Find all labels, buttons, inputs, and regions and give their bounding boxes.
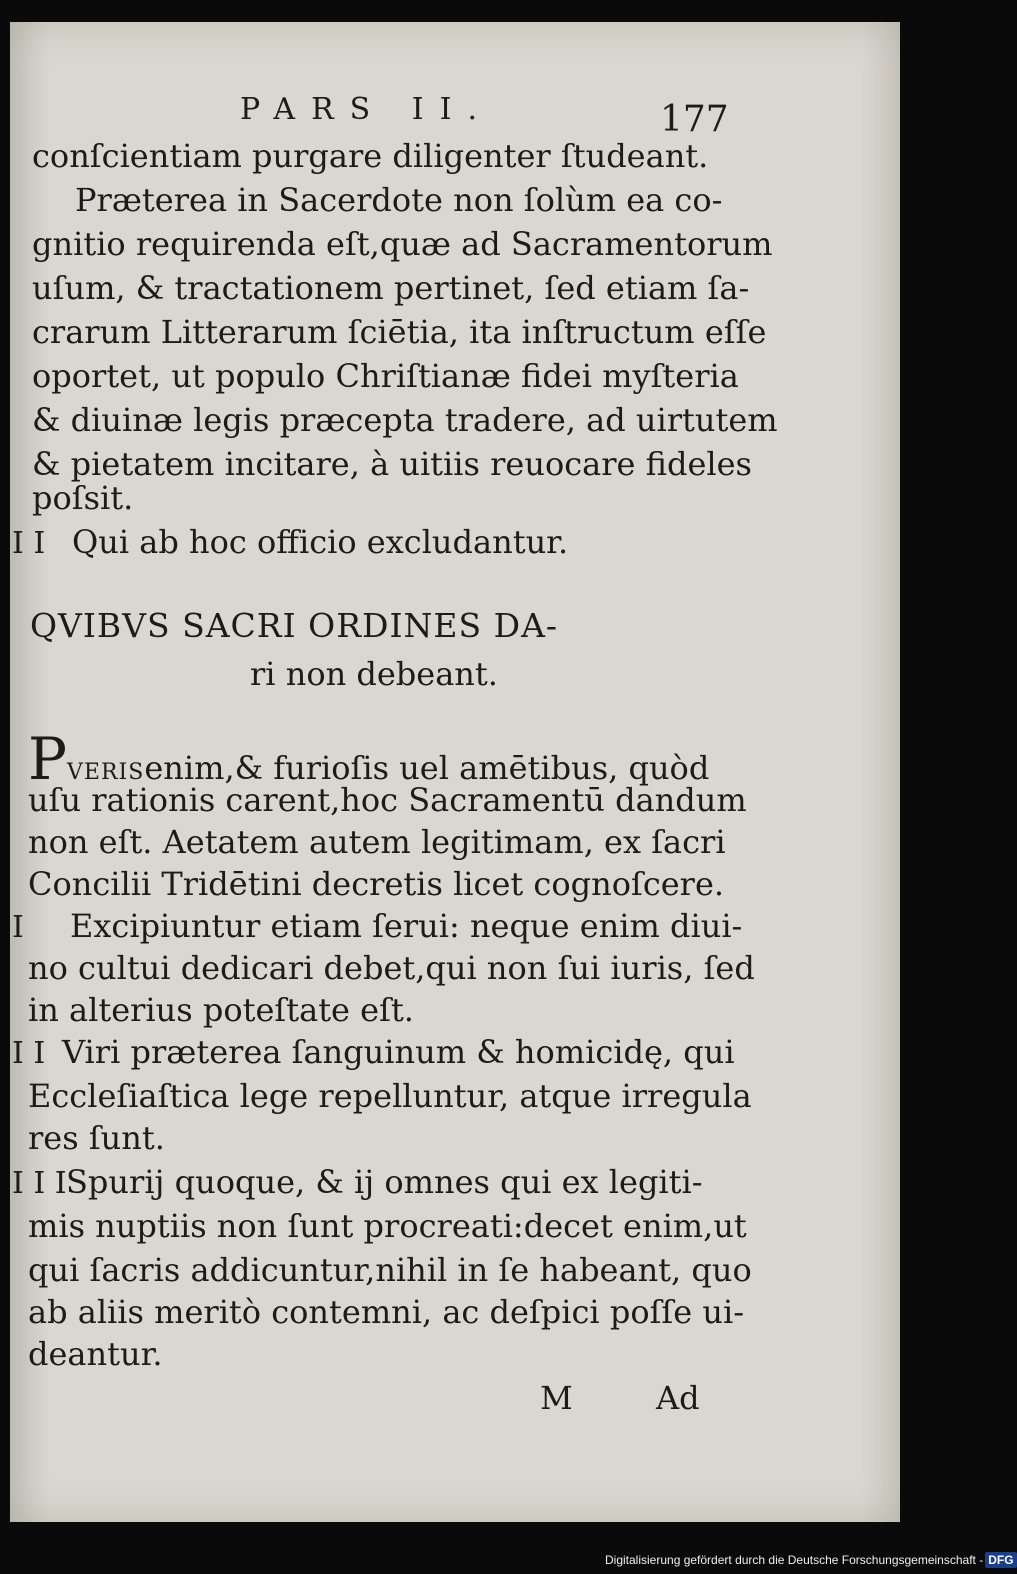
text-line: conſcientiam purgare diligenter ſtudeant.: [32, 137, 709, 175]
dfg-logo: DFG: [985, 1552, 1016, 1568]
text-line: poſsit.: [32, 479, 134, 517]
text-line: deantur.: [28, 1335, 163, 1373]
margin-number: I I I: [12, 1166, 67, 1201]
text-line: in alterius poteſtate eſt.: [28, 991, 414, 1029]
text-line: Præterea in Sacerdote non ſolùm ea co-: [75, 181, 723, 219]
text-line: Viri præterea ſanguinum & homicidę, qui: [62, 1033, 735, 1071]
margin-number: I I: [12, 526, 46, 561]
text-line: Concilii Tridētini decretis licet cognoſcere.: [28, 865, 725, 903]
catchword: Ad: [656, 1379, 700, 1417]
text-line: res ſunt.: [28, 1119, 165, 1157]
text-line: uſum, & tractationem pertinet, ſed etiam ſa-: [32, 269, 750, 307]
text-line: crarum Litterarum ſciētia, ita inſtructum eſſe: [32, 313, 767, 351]
text-line: & diuinæ legis præcepta tradere, ad uirtutem: [32, 401, 778, 439]
section-heading: QVIBVS SACRI ORDINES DA-: [30, 606, 559, 645]
text-line: mis nuptiis non ſunt procreati:decet enim,ut: [28, 1207, 747, 1245]
text-line: Excipiuntur etiam ſerui: neque enim diui-: [70, 907, 743, 945]
margin-number: I I: [12, 1036, 46, 1071]
small-caps-word: VERIS: [67, 760, 145, 785]
text-line: uſu rationis carent,hoc Sacramentū dandum: [28, 781, 747, 819]
marginal-heading: Qui ab hoc officio excludantur.: [72, 523, 569, 561]
signature-mark: M: [540, 1379, 573, 1417]
text-line: gnitio requirenda eſt,quæ ad Sacramentorum: [32, 225, 773, 263]
drop-initial: P: [28, 725, 68, 793]
text-line: no cultui dedicari debet,qui non ſui iuris, ſed: [28, 949, 755, 987]
text-line: & pietatem incitare, à uitiis reuocare fideles: [32, 445, 752, 483]
credit-text: Digitalisierung gefördert durch die Deutsche Forschungsgemeinschaft -: [605, 1553, 984, 1567]
text-line: non eſt. Aetatem autem legitimam, ex ſacri: [28, 823, 726, 861]
section-heading-cont: ri non debeant.: [250, 655, 498, 693]
text-line: Spurij quoque, & ij omnes qui ex legiti-: [66, 1163, 703, 1201]
text-line: qui ſacris addicuntur,nihil in ſe habeant, quo: [28, 1251, 752, 1289]
digitization-credit: [605, 1552, 1017, 1568]
running-title: PARS II.: [240, 92, 494, 127]
page-number: 177: [660, 99, 729, 140]
margin-number: I: [12, 910, 24, 945]
text-line: ab aliis meritò contemni, ac deſpici poſſe ui-: [28, 1293, 745, 1331]
text-line: Eccleſiaſtica lege repelluntur, atque irregula: [28, 1077, 752, 1115]
text-line: oportet, ut populo Chriſtianæ fidei myſteria: [32, 357, 739, 395]
text-run: enim,& furioſis uel amētibus, quòd: [144, 749, 710, 787]
